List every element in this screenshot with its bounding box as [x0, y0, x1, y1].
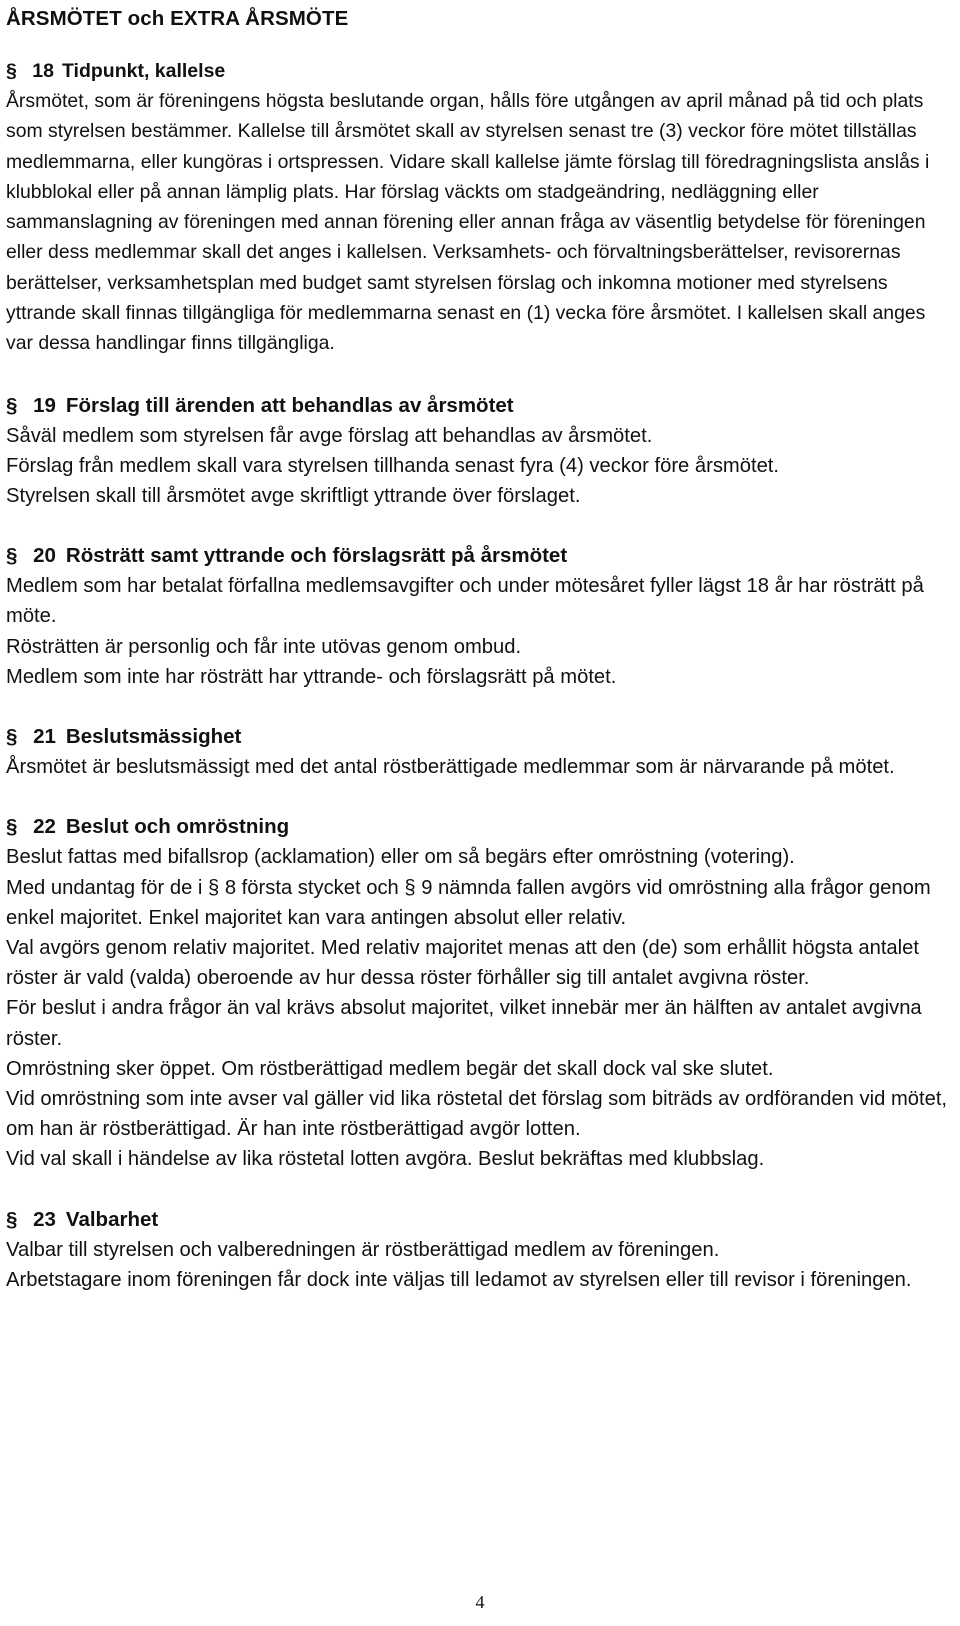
section-number: 20	[33, 544, 56, 568]
section-heading	[6, 56, 954, 86]
section-symbol: §	[6, 725, 18, 749]
section-heading	[6, 1205, 954, 1235]
document-page	[6, 0, 954, 1295]
section-22	[6, 812, 954, 1174]
paragraph: För beslut i andra frågor än val krävs absolut majoritet, vilket innebär mer än hälften av antalet avgivna röster.	[6, 997, 922, 1050]
section-20	[6, 541, 954, 692]
section-heading	[6, 722, 954, 752]
section-number: 18	[32, 60, 54, 82]
page-number: 4	[475, 1592, 485, 1612]
section-symbol: §	[6, 544, 18, 568]
paragraph: Årsmötet är beslutsmässigt med det antal röstberättigade medlemmar som är närvarande på mötet.	[6, 756, 895, 779]
paragraph: Rösträtten är personlig och får inte utövas genom ombud.	[6, 635, 522, 658]
section-number: 21	[33, 725, 56, 749]
section-symbol: §	[6, 815, 18, 839]
section-number: 23	[33, 1207, 56, 1231]
section-text: Årsmötet, som är föreningens högsta beslutande organ, hålls före utgången av april månad på tid och plats som styrelsen bestämmer. Kallelse till årsmötet skall av styrelsen senast tre (3) veckor före mötet tillställas medlemmarna, eller kungöras i ortspressen. Vidare skall kallelse jämte förslag till föredragningslista anslås i klubblokal eller på annan lämplig plats. Har förslag väckts om stadgeändring, nedläggning eller sammanslagning av föreningen med annan förening eller annan fråga av väsentlig betydelse för föreningen eller dess medlemmar skall det anges i kallelsen. Verksamhets- och förvaltningsberättelser, revisorernas berättelser, verksamhetsplan med budget samt styrelsen förslag och inkomna motioner med styrelsens yttrande skall finnas tillgängliga för medlemmarna senast en (1) vecka före årsmötet. I kallelsen skall anges var dessa handlingar finns tillgängliga.	[6, 90, 930, 355]
section-21	[6, 722, 954, 782]
paragraph: Förslag från medlem skall vara styrelsen tillhanda senast fyra (4) veckor före årsmötet.	[6, 454, 780, 477]
section-19	[6, 391, 954, 512]
section-symbol: §	[6, 60, 17, 82]
paragraph: Med undantag för de i § 8 första stycket och § 9 nämnda fallen avgörs vid omröstning alla frågor genom enkel majoritet. Enkel majoritet kan vara antingen absolut eller relativ.	[6, 876, 931, 929]
section-title: Beslutsmässighet	[65, 725, 242, 749]
section-23	[6, 1205, 954, 1295]
section-title: Beslut och omröstning	[65, 815, 290, 839]
section-title: Tidpunkt, kallelse	[61, 60, 226, 82]
paragraph: Vid val skall i händelse av lika röstetal lotten avgöra. Beslut bekräftas med klubbslag.	[6, 1148, 765, 1171]
section-number: 22	[33, 815, 56, 839]
document-title: ÅRSMÖTET och EXTRA ÅRSMÖTE	[6, 7, 349, 30]
section-title: Valbarhet	[65, 1207, 159, 1231]
section-symbol: §	[6, 1207, 18, 1231]
paragraph: Medlem som inte har rösträtt har yttrande- och förslagsrätt på mötet.	[6, 665, 617, 688]
paragraph: Valbar till styrelsen och valberedningen är röstberättigad medlem av föreningen.	[6, 1238, 720, 1261]
section-18	[6, 56, 954, 359]
paragraph: Styrelsen skall till årsmötet avge skriftligt yttrande över förslaget.	[6, 485, 581, 508]
section-heading	[6, 391, 954, 421]
section-heading	[6, 812, 954, 842]
section-title: Rösträtt samt yttrande och förslagsrätt på årsmötet	[65, 544, 568, 568]
paragraph: Val avgörs genom relativ majoritet. Med relativ majoritet menas att den (de) som erhållit högsta antalet röster är vald (valda) oberoende av hur dessa röster förhåller sig till antalet avgivna röster.	[6, 936, 919, 990]
section-number: 19	[33, 393, 56, 417]
paragraph: Vid omröstning som inte avser val gäller vid lika röstetal det förslag som biträds av ordföranden vid mötet, om han är röstberättigad. Är han inte röstberättigad avgör lotten.	[6, 1087, 948, 1141]
paragraph: Medlem som har betalat förfallna medlemsavgifter och under mötesåret fyller lägst 18 år har rösträtt på möte.	[6, 575, 924, 628]
paragraph: Såväl medlem som styrelsen får avge förslag att behandlas av årsmötet.	[6, 424, 653, 447]
paragraph: Beslut fattas med bifallsrop (acklamation) eller om så begärs efter omröstning (votering).	[6, 846, 795, 869]
section-heading	[6, 541, 954, 571]
paragraph: Omröstning sker öppet. Om röstberättigad medlem begär det skall dock val ske slutet.	[6, 1057, 774, 1080]
section-title: Förslag till ärenden att behandlas av årsmötet	[65, 393, 514, 417]
section-symbol: §	[6, 393, 18, 417]
paragraph: Arbetstagare inom föreningen får dock inte väljas till ledamot av styrelsen eller till revisor i föreningen.	[6, 1268, 912, 1291]
